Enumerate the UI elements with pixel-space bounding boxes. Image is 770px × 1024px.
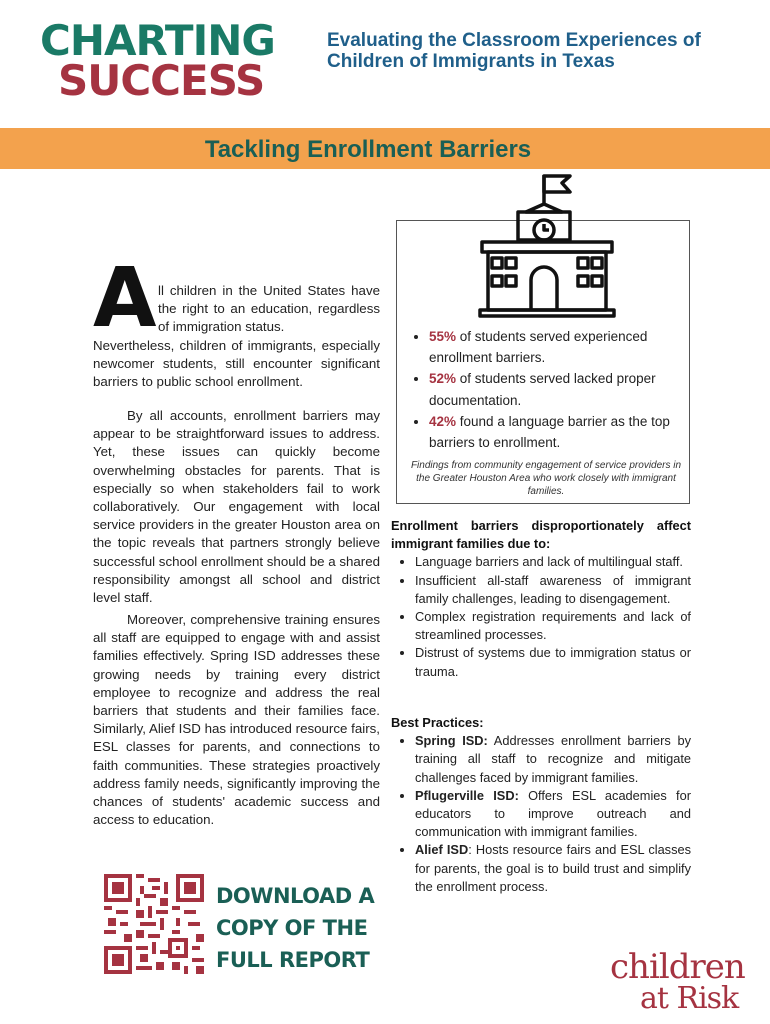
practice-text: Addresses enrollment barriers by training all staff to recognize and mitigate challenges faced by immigrant families.	[415, 733, 691, 785]
download-line-3: FULL REPORT	[216, 948, 370, 972]
stat-item	[429, 326, 683, 368]
practice-text: Offers ESL academies for educators to improve outreach and communication with immigrant families.	[415, 787, 691, 840]
barrier-item: • Language barriers and lack of multilingual staff.	[415, 553, 691, 571]
practice-district: Alief ISD	[415, 842, 469, 858]
children-at-risk-logo-line2: at Risk	[640, 981, 739, 1016]
download-line-1: DOWNLOAD A	[216, 884, 375, 908]
paragraph-1-start: ll children in the United States have the right to an education, regardless of immigration status.	[158, 283, 380, 335]
best-practices-section	[391, 714, 691, 896]
practice-district: Spring ISD:	[415, 733, 488, 749]
barriers-heading: Enrollment barriers disproportionately affect immigrant families due to:	[391, 518, 691, 552]
school-building-icon	[478, 172, 616, 318]
paragraph-2: By all accounts, enrollment barriers may appear to be straightforward issues to address. Yet, these issues can quickly become overwhelming obstacles for parents. That is especially so when stakeholders fail to work collaboratively. Our engagement with local service providers in the greater Houston area on the topic reveals that partners strongly believe successful school enrollment should be a shared responsibility amongst all school and district level staff.	[93, 408, 380, 606]
practice-item	[415, 732, 691, 787]
qr-code-icon[interactable]	[104, 874, 204, 974]
barrier-item: • Complex registration requirements and lack of streamlined processes.	[415, 608, 691, 644]
stat-text: found a language barrier as the top barriers to enrollment.	[429, 413, 670, 451]
stat-text: of students served experienced enrollment barriers.	[429, 329, 648, 366]
stats-list	[411, 326, 683, 453]
stat-value: 55%	[429, 329, 457, 344]
barrier-item: • Insufficient all-staff awareness of immigrant family challenges, leading to disengagement.	[415, 572, 691, 608]
stat-item	[429, 411, 683, 453]
children-at-risk-logo-line1: children	[610, 947, 745, 987]
download-line-2: COPY OF THE	[216, 916, 368, 940]
logo-charting: CHARTING	[40, 16, 275, 65]
stat-item	[429, 368, 683, 410]
download-report-link[interactable]	[216, 880, 374, 976]
stat-value: 52%	[429, 371, 457, 387]
drop-cap: A	[93, 251, 157, 346]
best-practices-heading: Best Practices:	[391, 715, 484, 730]
practice-item	[415, 841, 691, 896]
paragraph-1-rest: Nevertheless, children of immigrants, especially newcomer students, still encounter significant barriers to public school enrollment.	[93, 338, 380, 390]
stats-caption: Findings from community engagement of service providers in the Greater Houston Area who work closely with immigrant families.	[410, 460, 682, 497]
practice-item	[415, 787, 691, 842]
paragraph-3: Moreover, comprehensive training ensures all staff are equipped to engage with and assist families effectively. Spring ISD addresses these growing needs by training every district employee to recognize and address the real barriers that students and their families face. Similarly, Alief ISD has introduced resource fairs, ESL classes for parents, and connections to faith communities. These strategies proactively address family needs, significantly improving the chances of students' academic success and access to education.	[93, 612, 380, 828]
barrier-item: • Distrust of systems due to immigration status or trauma.	[415, 644, 691, 680]
practice-district: Pflugerville ISD:	[415, 787, 519, 803]
page-title: Tackling Enrollment Barriers	[204, 136, 532, 163]
stat-value: 42%	[429, 413, 457, 429]
stat-text: of students served lacked proper documentation.	[429, 371, 656, 408]
logo-success: SUCCESS	[58, 56, 265, 105]
report-subtitle: Evaluating the Classroom Experiences of Children of Immigrants in Texas	[327, 30, 701, 72]
practice-text: : Hosts resource fairs and ESL classes for parents, the goal is to build trust and simplify the enrollment process.	[415, 842, 691, 894]
barriers-section	[391, 517, 691, 681]
